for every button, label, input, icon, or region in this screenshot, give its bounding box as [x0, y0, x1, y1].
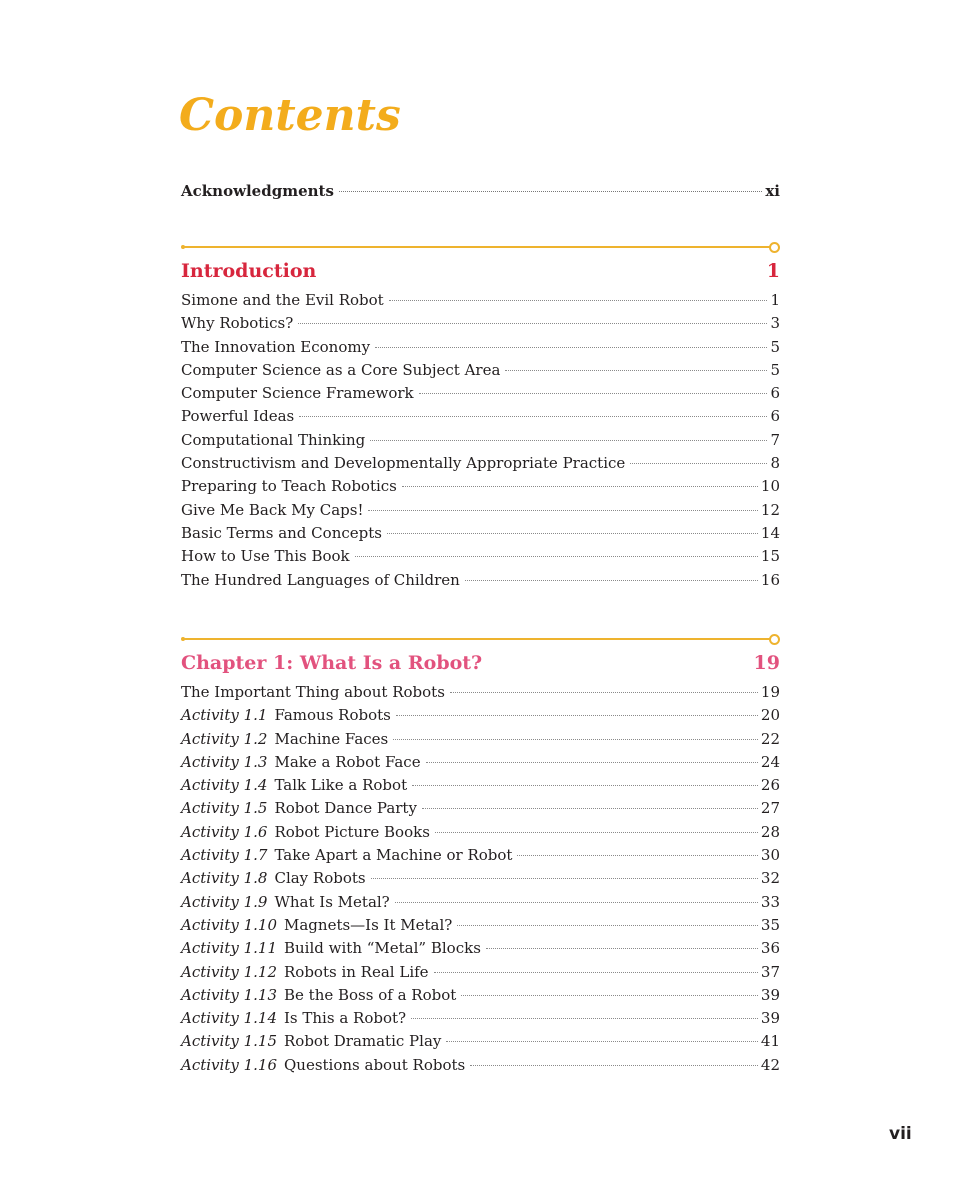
dot-leader — [402, 486, 758, 487]
section-heading-introduction[interactable] — [181, 256, 780, 286]
activity-number: Activity 1.10 — [181, 915, 277, 934]
entry-label — [181, 797, 417, 820]
activity-number: Activity 1.11 — [181, 939, 277, 958]
activity-number: Activity 1.4 — [181, 776, 268, 795]
entry-title: The Important Thing about Robots — [181, 683, 445, 701]
divider-end-ring-icon — [769, 634, 780, 645]
dot-leader — [457, 925, 758, 926]
entry-label — [181, 1030, 441, 1053]
entry-label — [181, 704, 391, 727]
activity-number: Activity 1.6 — [181, 822, 268, 841]
dot-leader — [371, 878, 758, 879]
activity-number: Activity 1.8 — [181, 869, 268, 888]
entry-page: 10 — [760, 477, 780, 496]
entry-page: 42 — [760, 1055, 780, 1074]
activity-number: Activity 1.7 — [181, 846, 268, 865]
entry-label — [181, 336, 370, 359]
entry-page: 7 — [770, 430, 780, 449]
dot-leader — [299, 416, 767, 417]
entry-page: 20 — [760, 706, 780, 725]
toc-entry[interactable] — [181, 937, 780, 960]
entry-page: 32 — [760, 869, 780, 888]
toc-entry[interactable] — [181, 429, 780, 452]
dot-leader — [486, 948, 758, 949]
dot-leader — [368, 510, 757, 511]
entry-label — [181, 914, 452, 937]
entry-label — [181, 312, 293, 335]
entry-page: 6 — [770, 407, 780, 426]
entry-title: How to Use This Book — [181, 547, 350, 566]
entry-label — [181, 821, 430, 844]
dot-leader — [412, 785, 758, 786]
entry-title: Clay Robots — [274, 869, 366, 888]
entry-label — [181, 405, 294, 428]
entry-title: Give Me Back My Caps! — [181, 500, 364, 519]
activity-number: Activity 1.1 — [181, 706, 268, 725]
entry-title: Make a Robot Face — [274, 752, 421, 771]
toc-entry[interactable] — [181, 405, 780, 428]
dot-leader — [393, 739, 758, 740]
entry-title: Machine Faces — [274, 729, 389, 748]
toc-entry[interactable] — [181, 452, 780, 475]
entry-label — [181, 452, 625, 475]
entry-title: Magnets—Is It Metal? — [284, 915, 453, 934]
entry-title: Computer Science Framework — [181, 384, 414, 403]
entry-title: Simone and the Evil Robot — [181, 291, 384, 309]
toc-entry[interactable] — [181, 844, 780, 867]
entry-title: Powerful Ideas — [181, 407, 295, 426]
entry-title: Computer Science as a Core Subject Area — [181, 360, 501, 379]
entry-title: Preparing to Teach Robotics — [181, 477, 397, 496]
entry-label — [181, 984, 456, 1007]
toc-entry[interactable] — [181, 312, 780, 335]
dot-leader — [419, 393, 768, 394]
dot-leader — [470, 1065, 758, 1066]
dot-leader — [389, 300, 768, 301]
entry-page: 39 — [760, 1009, 780, 1028]
dot-leader — [411, 1018, 758, 1019]
entry-page: 41 — [760, 1032, 780, 1051]
dot-leader — [339, 191, 762, 192]
entry-page: 28 — [760, 822, 780, 841]
entry-label — [181, 961, 429, 984]
dot-leader — [355, 556, 758, 557]
entry-title: Constructivism and Developmentally Appropriate Practice — [181, 454, 626, 473]
entry-page: 3 — [770, 314, 780, 333]
entry-label — [181, 937, 481, 960]
page-title: Contents — [179, 90, 401, 141]
toc-entry[interactable] — [181, 961, 780, 984]
dot-leader — [435, 832, 758, 833]
toc-entry[interactable] — [181, 336, 780, 359]
entry-title: Take Apart a Machine or Robot — [274, 846, 513, 865]
entry-title: Robot Dance Party — [274, 799, 417, 818]
activity-number: Activity 1.16 — [181, 1055, 277, 1074]
entry-label — [181, 359, 500, 382]
entry-label — [181, 1054, 465, 1077]
entry-title: Robot Dramatic Play — [284, 1032, 442, 1051]
entry-title: Computational Thinking — [181, 430, 366, 449]
section-divider — [181, 240, 780, 254]
toc-entry[interactable] — [181, 569, 780, 592]
entry-label — [181, 382, 414, 405]
dot-leader — [505, 370, 767, 371]
dot-leader — [461, 995, 758, 996]
section-divider — [181, 632, 780, 646]
toc-entry[interactable] — [181, 545, 780, 568]
toc-front-matter — [181, 180, 780, 203]
toc-entry[interactable] — [181, 704, 780, 727]
activity-number: Activity 1.9 — [181, 892, 268, 911]
entry-page: 37 — [760, 962, 780, 981]
section-heading-page: 19 — [753, 652, 780, 674]
dot-leader — [426, 762, 758, 763]
activity-number: Activity 1.12 — [181, 962, 277, 981]
activity-number: Activity 1.15 — [181, 1032, 277, 1051]
activity-number: Activity 1.2 — [181, 729, 268, 748]
toc-section-introduction — [181, 256, 780, 592]
entry-page: 33 — [760, 892, 780, 911]
entry-title: Famous Robots — [274, 706, 391, 725]
page-number: vii — [889, 1124, 912, 1144]
entry-label — [181, 867, 366, 890]
entry-page: 39 — [760, 985, 780, 1004]
entry-label — [181, 545, 350, 568]
divider-line — [183, 638, 772, 640]
entry-title: Robot Picture Books — [274, 822, 430, 841]
toc-entry[interactable] — [181, 797, 780, 820]
toc-entry[interactable] — [181, 984, 780, 1007]
entry-title: Be the Boss of a Robot — [284, 985, 457, 1004]
entry-page: 30 — [760, 846, 780, 865]
entry-title: Basic Terms and Concepts — [181, 523, 382, 542]
entry-page: 19 — [760, 683, 780, 701]
section-heading-label: Chapter 1: What Is a Robot? — [181, 652, 483, 674]
section-heading-label: Introduction — [181, 260, 317, 282]
entry-page: xi — [765, 182, 780, 200]
entry-page: 24 — [760, 752, 780, 771]
section-heading-page: 1 — [766, 260, 780, 282]
entry-label — [181, 751, 421, 774]
entry-page: 5 — [770, 337, 780, 356]
entry-page: 1 — [770, 291, 780, 309]
entry-label — [181, 475, 397, 498]
entry-page: 6 — [770, 384, 780, 403]
toc-entry[interactable] — [181, 821, 780, 844]
toc-entry[interactable] — [181, 359, 780, 382]
entry-label — [181, 681, 445, 704]
entry-page: 16 — [760, 570, 780, 589]
entry-label — [181, 1007, 406, 1030]
dot-leader — [298, 323, 767, 324]
toc-entry[interactable] — [181, 522, 780, 545]
entry-label — [181, 522, 382, 545]
entry-page: 14 — [760, 523, 780, 542]
entry-title: The Innovation Economy — [181, 337, 371, 356]
section-heading-chapter-1[interactable] — [181, 648, 780, 678]
activity-number: Activity 1.13 — [181, 985, 277, 1004]
entry-label — [181, 499, 363, 522]
section-entries — [181, 681, 780, 1077]
entry-title: Talk Like a Robot — [274, 776, 408, 795]
entry-label — [181, 728, 388, 751]
divider-end-ring-icon — [769, 242, 780, 253]
entry-page: 36 — [760, 939, 780, 958]
dot-leader — [517, 855, 757, 856]
entry-page: 8 — [770, 454, 780, 473]
dot-leader — [630, 463, 767, 464]
toc-entry[interactable] — [181, 914, 780, 937]
dot-leader — [422, 808, 758, 809]
toc-entry[interactable] — [181, 289, 780, 312]
entry-page: 35 — [760, 915, 780, 934]
entry-label — [181, 774, 407, 797]
activity-number: Activity 1.5 — [181, 799, 268, 818]
entry-page: 5 — [770, 360, 780, 379]
toc-entry[interactable] — [181, 891, 780, 914]
entry-title: The Hundred Languages of Children — [181, 570, 460, 589]
entry-label — [181, 289, 384, 312]
toc-entry-acknowledgments[interactable] — [181, 180, 780, 203]
toc-entry[interactable] — [181, 774, 780, 797]
entry-label — [181, 844, 512, 867]
dot-leader — [434, 972, 758, 973]
entry-page: 22 — [760, 729, 780, 748]
dot-leader — [396, 715, 758, 716]
entry-label — [181, 891, 390, 914]
toc-entry[interactable] — [181, 867, 780, 890]
dot-leader — [370, 440, 767, 441]
dot-leader — [465, 580, 758, 581]
entry-page: 15 — [760, 547, 780, 566]
dot-leader — [395, 902, 758, 903]
entry-label: Acknowledgments — [181, 182, 334, 200]
entry-page: 27 — [760, 799, 780, 818]
toc-entry[interactable] — [181, 475, 780, 498]
toc-entry[interactable] — [181, 382, 780, 405]
toc-entry[interactable] — [181, 1007, 780, 1030]
toc-entry[interactable] — [181, 728, 780, 751]
entry-label — [181, 569, 460, 592]
toc-entry[interactable] — [181, 499, 780, 522]
dot-leader — [387, 533, 758, 534]
divider-line — [183, 246, 772, 248]
dot-leader — [375, 347, 767, 348]
toc-entry[interactable] — [181, 1030, 780, 1053]
entry-title: Is This a Robot? — [284, 1009, 407, 1028]
activity-number: Activity 1.3 — [181, 752, 268, 771]
toc-entry[interactable] — [181, 1054, 780, 1077]
entry-title: Robots in Real Life — [284, 962, 429, 981]
toc-entry[interactable] — [181, 681, 780, 704]
entry-title: Build with “Metal” Blocks — [284, 939, 481, 958]
entry-title: Questions about Robots — [284, 1055, 466, 1074]
entry-page: 26 — [760, 776, 780, 795]
entry-title: Why Robotics? — [181, 314, 294, 333]
dot-leader — [450, 692, 758, 693]
entry-page: 12 — [760, 500, 780, 519]
entry-title: What Is Metal? — [274, 892, 390, 911]
entry-label — [181, 429, 365, 452]
toc-section-chapter-1 — [181, 648, 780, 1077]
dot-leader — [446, 1041, 758, 1042]
toc-entry[interactable] — [181, 751, 780, 774]
section-entries — [181, 289, 780, 592]
activity-number: Activity 1.14 — [181, 1009, 277, 1028]
